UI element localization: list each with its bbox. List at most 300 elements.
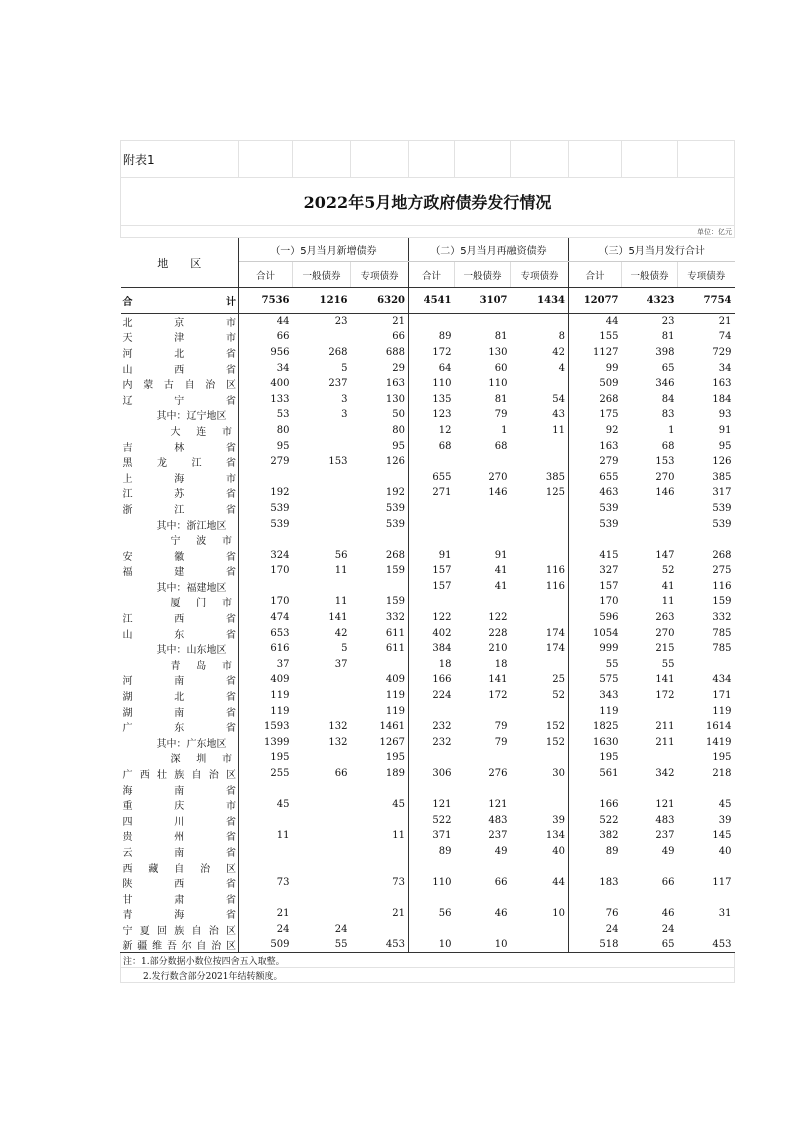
value-cell [293, 703, 351, 719]
value-cell: 54 [511, 391, 569, 407]
value-cell: 317 [712, 487, 732, 499]
value-cell: 195 [270, 752, 290, 764]
value-cell: 172 [488, 690, 508, 702]
value-cell [622, 501, 678, 517]
value-cell: 25 [511, 672, 569, 688]
value-cell: 210 [488, 643, 508, 655]
table-row [121, 813, 735, 829]
value-cell [678, 890, 735, 906]
value-cell [678, 657, 735, 673]
value-cell: 171 [712, 690, 732, 702]
value-cell [293, 423, 351, 439]
value-cell: 306 [432, 768, 452, 780]
value-cell: 134 [511, 828, 569, 844]
value-cell: 483 [655, 814, 675, 826]
table-row [121, 890, 735, 906]
value-cell [293, 329, 351, 345]
value-cell: 116 [511, 563, 569, 579]
value-cell [455, 501, 511, 517]
value-cell: 192 [270, 487, 290, 499]
table-row [121, 688, 735, 704]
region-label: 大连市 [121, 423, 239, 439]
value-cell: 83 [661, 409, 675, 421]
value-cell [239, 579, 293, 595]
value-cell: 11 [351, 828, 409, 844]
value-cell: 611 [351, 625, 409, 641]
value-cell: 596 [599, 612, 619, 624]
table-row [121, 516, 735, 532]
value-cell: 21 [718, 316, 732, 328]
value-cell: 1 [668, 424, 675, 436]
value-cell: 522 [599, 814, 619, 826]
region-label: 宁波市 [121, 532, 239, 548]
value-cell: 45 [276, 799, 290, 811]
value-cell: 539 [712, 518, 732, 530]
value-cell: 382 [599, 830, 619, 842]
value-cell [622, 781, 678, 797]
value-cell [455, 516, 511, 532]
region-label: 广西壮族自治区 [121, 766, 239, 782]
value-cell [409, 859, 455, 875]
value-cell: 89 [605, 845, 619, 857]
value-cell [622, 859, 678, 875]
table-row [121, 329, 735, 345]
value-cell: 211 [655, 736, 675, 748]
value-cell: 270 [655, 471, 675, 483]
value-cell [293, 469, 351, 485]
value-cell: 21 [351, 906, 409, 922]
value-cell [409, 750, 455, 766]
value-cell: 68 [494, 440, 508, 452]
value-cell: 34 [276, 362, 290, 374]
value-cell: 159 [712, 596, 732, 608]
column-header: 专项债券 [678, 262, 735, 288]
region-label: 上海市 [121, 469, 239, 485]
value-cell: 539 [270, 502, 290, 514]
region-label: 辽宁省 [121, 391, 239, 407]
value-cell [511, 594, 569, 610]
column-header: 专项债券 [511, 262, 569, 288]
value-cell: 1216 [293, 288, 351, 314]
region-label: 江西省 [121, 610, 239, 626]
value-cell: 279 [599, 456, 619, 468]
value-cell: 116 [511, 579, 569, 595]
value-cell: 11 [661, 596, 675, 608]
region-label: 四川省 [121, 813, 239, 829]
value-cell [409, 703, 455, 719]
value-cell [351, 657, 409, 673]
table-row [121, 703, 735, 719]
value-cell: 73 [276, 877, 290, 889]
value-cell [239, 532, 293, 548]
value-cell: 79 [494, 736, 508, 748]
value-cell: 163 [712, 378, 732, 390]
region-label: 山西省 [121, 360, 239, 376]
value-cell: 146 [488, 487, 508, 499]
value-cell: 60 [494, 362, 508, 374]
value-cell: 327 [599, 565, 619, 577]
value-cell: 11 [334, 596, 348, 608]
value-cell: 385 [511, 469, 569, 485]
total-row [121, 288, 735, 314]
value-cell: 172 [432, 346, 452, 358]
value-cell [239, 813, 293, 829]
value-cell: 130 [488, 346, 508, 358]
value-cell: 152 [511, 719, 569, 735]
value-cell: 123 [432, 409, 452, 421]
value-cell [351, 890, 409, 906]
value-cell: 653 [270, 627, 290, 639]
region-label: 其中：浙江地区 [121, 516, 239, 532]
table-row [121, 625, 735, 641]
value-cell [622, 750, 678, 766]
table-row [121, 781, 735, 797]
value-cell: 409 [270, 674, 290, 686]
value-cell [511, 454, 569, 470]
note-2: 2.发行数含部分2021年结转额度。 [121, 968, 735, 983]
value-cell [409, 890, 455, 906]
value-cell: 24 [276, 923, 290, 935]
value-cell: 189 [351, 766, 409, 782]
value-cell: 157 [432, 565, 452, 577]
value-cell: 4323 [622, 288, 678, 314]
value-cell: 785 [712, 627, 732, 639]
value-cell: 37 [276, 658, 290, 670]
value-cell: 49 [661, 845, 675, 857]
value-cell: 170 [270, 596, 290, 608]
value-cell [409, 501, 455, 517]
region-label: 青岛市 [121, 657, 239, 673]
table-row [121, 844, 735, 860]
value-cell: 95 [351, 438, 409, 454]
appendix-label: 附表1 [121, 141, 239, 178]
region-label: 厦门市 [121, 594, 239, 610]
region-label: 江苏省 [121, 485, 239, 501]
value-cell: 121 [488, 799, 508, 811]
value-cell: 346 [655, 378, 675, 390]
value-cell [569, 859, 622, 875]
value-cell: 66 [494, 877, 508, 889]
value-cell: 10 [455, 937, 511, 953]
value-cell [293, 532, 351, 548]
value-cell: 183 [599, 877, 619, 889]
value-cell: 153 [328, 456, 348, 468]
value-cell [511, 922, 569, 938]
region-label: 海南省 [121, 781, 239, 797]
table-row [121, 672, 735, 688]
value-cell [455, 859, 511, 875]
region-label: 云南省 [121, 844, 239, 860]
value-cell [293, 516, 351, 532]
value-cell: 539 [599, 502, 619, 514]
value-cell [511, 859, 569, 875]
value-cell: 159 [351, 563, 409, 579]
value-cell [293, 906, 351, 922]
value-cell [511, 376, 569, 392]
region-label: 河南省 [121, 672, 239, 688]
value-cell: 44 [276, 316, 290, 328]
value-cell: 119 [351, 688, 409, 704]
value-cell: 130 [351, 391, 409, 407]
region-label: 西藏自治区 [121, 859, 239, 875]
bond-issuance-sheet [120, 140, 734, 983]
value-cell [511, 501, 569, 517]
value-cell: 42 [334, 627, 348, 639]
value-cell: 23 [334, 316, 348, 328]
value-cell: 23 [661, 316, 675, 328]
value-cell: 81 [494, 331, 508, 343]
value-cell: 956 [270, 346, 290, 358]
value-cell [239, 859, 293, 875]
value-cell [293, 781, 351, 797]
value-cell: 237 [488, 830, 508, 842]
table-row [121, 922, 735, 938]
value-cell: 1434 [511, 288, 569, 314]
value-cell: 155 [599, 331, 619, 343]
value-cell: 132 [328, 721, 348, 733]
value-cell: 268 [351, 547, 409, 563]
value-cell: 195 [351, 750, 409, 766]
value-cell [511, 797, 569, 813]
value-cell [678, 922, 735, 938]
value-cell: 34 [718, 362, 732, 374]
region-label: 黑龙江省 [121, 454, 239, 470]
value-cell: 255 [270, 768, 290, 780]
table-row [121, 766, 735, 782]
value-cell [293, 750, 351, 766]
value-cell: 195 [599, 752, 619, 764]
value-cell: 37 [334, 658, 348, 670]
value-cell: 215 [655, 643, 675, 655]
value-cell: 611 [351, 641, 409, 657]
value-cell [678, 532, 735, 548]
value-cell: 1399 [264, 736, 290, 748]
value-cell: 65 [661, 362, 675, 374]
value-cell: 74 [718, 331, 732, 343]
value-cell: 561 [599, 768, 619, 780]
table-row [121, 797, 735, 813]
value-cell: 7754 [678, 288, 735, 314]
value-cell: 415 [599, 549, 619, 561]
table-row [121, 594, 735, 610]
value-cell: 145 [712, 830, 732, 842]
value-cell: 166 [599, 799, 619, 811]
value-cell: 463 [599, 487, 619, 499]
value-cell: 46 [494, 908, 508, 920]
value-cell: 332 [351, 610, 409, 626]
value-cell: 385 [712, 471, 732, 483]
value-cell: 434 [712, 674, 732, 686]
group-header-refinance: （二）5月当月再融资债券 [409, 238, 569, 262]
value-cell: 119 [599, 705, 619, 717]
value-cell: 66 [661, 877, 675, 889]
value-cell: 166 [432, 674, 452, 686]
value-cell [351, 844, 409, 860]
value-cell: 76 [605, 908, 619, 920]
column-header: 一般债券 [455, 262, 511, 288]
value-cell: 3 [341, 409, 348, 421]
value-cell: 89 [438, 331, 452, 343]
value-cell [622, 890, 678, 906]
column-header: 专项债券 [351, 262, 409, 288]
value-cell: 110 [432, 877, 452, 889]
value-cell: 1054 [593, 627, 619, 639]
value-cell: 141 [328, 612, 348, 624]
value-cell [511, 610, 569, 626]
value-cell: 55 [661, 658, 675, 670]
region-label: 北京市 [121, 314, 239, 330]
value-cell: 121 [432, 799, 452, 811]
value-cell [455, 454, 511, 470]
value-cell [511, 516, 569, 532]
value-cell: 371 [432, 830, 452, 842]
value-cell: 518 [569, 937, 622, 953]
value-cell: 1630 [593, 736, 619, 748]
value-cell: 21 [276, 908, 290, 920]
table-row [121, 485, 735, 501]
value-cell [351, 781, 409, 797]
value-cell: 81 [494, 393, 508, 405]
value-cell [293, 501, 351, 517]
value-cell: 539 [270, 518, 290, 530]
value-cell [622, 516, 678, 532]
value-cell: 133 [270, 393, 290, 405]
value-cell: 40 [718, 845, 732, 857]
value-cell: 84 [661, 393, 675, 405]
value-cell: 342 [655, 768, 675, 780]
value-cell: 163 [599, 440, 619, 452]
value-cell: 30 [511, 766, 569, 782]
value-cell: 24 [605, 923, 619, 935]
value-cell: 119 [270, 705, 290, 717]
value-cell: 159 [351, 594, 409, 610]
value-cell: 68 [661, 440, 675, 452]
value-cell: 68 [438, 440, 452, 452]
table-row [121, 391, 735, 407]
value-cell: 263 [655, 612, 675, 624]
value-cell: 141 [488, 674, 508, 686]
value-cell: 12077 [569, 288, 622, 314]
value-cell: 122 [432, 612, 452, 624]
value-cell: 539 [599, 518, 619, 530]
value-cell: 10 [511, 906, 569, 922]
value-cell: 42 [511, 345, 569, 361]
value-cell: 44 [605, 316, 619, 328]
value-cell [351, 579, 409, 595]
value-cell: 121 [655, 799, 675, 811]
value-cell: 147 [655, 549, 675, 561]
value-cell [293, 859, 351, 875]
value-cell: 4 [511, 360, 569, 376]
value-cell: 539 [351, 501, 409, 517]
table-row [121, 657, 735, 673]
value-cell [622, 532, 678, 548]
value-cell [455, 314, 511, 330]
value-cell: 21 [351, 314, 409, 330]
region-label: 安徽省 [121, 547, 239, 563]
value-cell [293, 688, 351, 704]
value-cell: 41 [494, 580, 508, 592]
value-cell: 12 [438, 424, 452, 436]
value-cell: 5 [341, 643, 348, 655]
value-cell [293, 844, 351, 860]
value-cell: 50 [351, 407, 409, 423]
value-cell: 999 [599, 643, 619, 655]
value-cell: 232 [432, 721, 452, 733]
value-cell: 270 [655, 627, 675, 639]
table-row [121, 501, 735, 517]
value-cell: 785 [712, 643, 732, 655]
group-header-new: （一）5月当月新增债券 [239, 238, 409, 262]
table-row [121, 532, 735, 548]
value-cell [511, 781, 569, 797]
value-cell: 1614 [706, 721, 732, 733]
value-cell [455, 532, 511, 548]
value-cell [293, 828, 351, 844]
value-cell: 119 [351, 703, 409, 719]
region-label: 河北省 [121, 345, 239, 361]
value-cell: 539 [712, 502, 732, 514]
value-cell: 152 [511, 735, 569, 751]
value-cell: 65 [622, 937, 678, 953]
value-cell: 174 [511, 641, 569, 657]
value-cell: 1267 [351, 735, 409, 751]
value-cell: 509 [599, 378, 619, 390]
value-cell [293, 813, 351, 829]
value-cell [351, 813, 409, 829]
table-row [121, 563, 735, 579]
value-cell [239, 469, 293, 485]
value-cell [455, 922, 511, 938]
value-cell: 39 [718, 814, 732, 826]
value-cell: 3 [341, 393, 348, 405]
value-cell [455, 890, 511, 906]
value-cell: 7536 [239, 288, 293, 314]
value-cell: 3107 [455, 288, 511, 314]
table-row [121, 906, 735, 922]
value-cell [409, 314, 455, 330]
value-cell: 279 [270, 456, 290, 468]
value-cell: 483 [488, 814, 508, 826]
value-cell: 110 [432, 378, 452, 390]
value-cell: 122 [488, 612, 508, 624]
value-cell: 41 [494, 565, 508, 577]
value-cell: 64 [438, 362, 452, 374]
value-cell: 91 [494, 549, 508, 561]
value-cell: 172 [655, 690, 675, 702]
value-cell: 409 [351, 672, 409, 688]
value-cell [293, 890, 351, 906]
value-cell: 45 [718, 799, 732, 811]
table-row [121, 579, 735, 595]
value-cell [511, 890, 569, 906]
value-cell: 509 [239, 937, 293, 953]
value-cell [409, 454, 455, 470]
value-cell: 453 [678, 937, 735, 953]
value-cell: 146 [655, 487, 675, 499]
value-cell [569, 532, 622, 548]
value-cell: 616 [270, 643, 290, 655]
value-cell: 81 [661, 331, 675, 343]
table-row [121, 859, 735, 875]
value-cell [455, 703, 511, 719]
value-cell [409, 516, 455, 532]
value-cell: 153 [655, 456, 675, 468]
table-row [121, 438, 735, 454]
region-header: 地 区 [121, 238, 239, 288]
value-cell: 237 [328, 378, 348, 390]
region-label: 吉林省 [121, 438, 239, 454]
